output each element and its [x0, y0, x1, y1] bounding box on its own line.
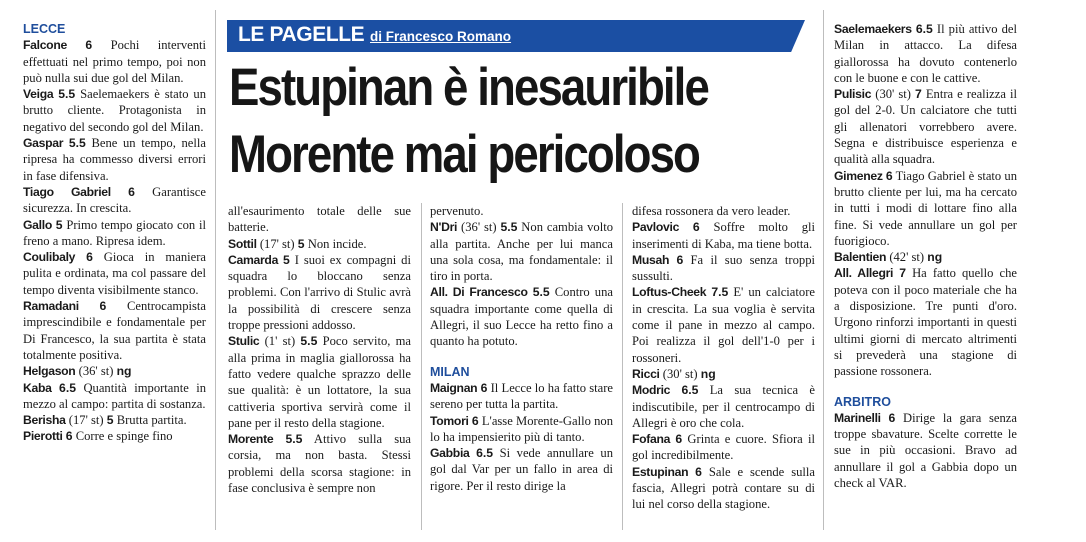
- substitution-time: (42' st): [889, 250, 925, 265]
- player-name: Estupinan: [632, 464, 689, 479]
- player-vote: ng: [700, 366, 716, 381]
- player-name: Sottil: [228, 236, 257, 251]
- player-name: Tiago Gabriel: [23, 184, 111, 199]
- player-vote: 7: [899, 266, 906, 281]
- substitution-time: (30' st): [662, 366, 698, 381]
- player-name: Falcone: [23, 38, 67, 53]
- player-vote: 5.5: [285, 432, 303, 447]
- rating-comment: L'asse Morente-Gallo non lo ha impensierito più di tanto.: [430, 413, 613, 444]
- player-name: Pulisic: [834, 87, 872, 102]
- substitution-time: (17' st): [68, 413, 104, 428]
- player-vote: 6: [99, 299, 107, 314]
- player-vote: 6: [86, 250, 93, 265]
- rating-comment: Brutta partita.: [116, 413, 187, 428]
- player-vote: 6: [65, 429, 73, 444]
- rating-comment: Attivo sulla sua corsia, ma non basta. Stessi problemi della scorsa stagione: in fase conclusiva è sempre non: [228, 432, 411, 496]
- player-rating: [23, 135, 206, 184]
- ratings-list: [228, 203, 411, 496]
- player-vote: 5.5: [500, 220, 518, 235]
- player-rating: [430, 203, 613, 219]
- headline-line-2: Morente mai pericoloso: [229, 125, 700, 184]
- rating-comment: La sua tecnica è indiscutibile, per il centrocampo di Allegri è oro che cola.: [632, 383, 815, 430]
- article-column-1: [23, 21, 206, 445]
- rating-comment: Dirige la gara senza troppe sbavature. Scelte corrette le sue in più occasioni. Bravo ad annullare il gol a Gabbia dopo un check al VAR.: [834, 410, 1017, 491]
- player-vote: 6: [471, 413, 479, 428]
- substitution-time: (1' st): [264, 334, 296, 349]
- substitution-time: (17' st): [259, 236, 295, 251]
- player-rating: [23, 86, 206, 135]
- player-rating: [23, 217, 206, 250]
- rating-comment: Quantità importante in mezzo al campo: partita di sostanza.: [23, 380, 207, 411]
- rating-comment: Soffre molto gli inserimenti di Kaba, ma tiene botta.: [632, 220, 815, 251]
- player-rating: [834, 86, 1017, 167]
- player-name: Stulic: [228, 334, 260, 349]
- player-rating: [834, 249, 1017, 265]
- rating-comment: Gioca in maniera pulita e ordinata, ma col passare del tempo diventa visibilmente stanco.: [23, 250, 206, 297]
- rating-comment: Primo tempo giocato con il freno a mano. Ripresa idem.: [23, 217, 206, 248]
- player-name: N'Dri: [430, 220, 458, 235]
- player-rating: [23, 37, 206, 86]
- player-rating: [430, 413, 613, 446]
- column-divider: [622, 203, 623, 530]
- substitution-time: (30' st): [875, 87, 911, 102]
- player-name: Camarda: [228, 252, 279, 267]
- player-vote: 5.5: [532, 285, 550, 300]
- headline-line-1: Estupinan è inesauribile: [229, 58, 708, 117]
- player-rating: [430, 219, 613, 284]
- player-rating: [632, 464, 815, 513]
- player-vote: 5.5: [68, 136, 86, 151]
- rating-comment: Centrocampista imprescindibile e fondamentale per Di Francesco, la sua partita è stata totalmente positiva.: [23, 299, 206, 362]
- player-vote: 6: [676, 252, 684, 267]
- player-rating: [23, 428, 206, 444]
- author-byline: di Francesco Romano: [370, 29, 512, 44]
- substitution-time: (36' st): [461, 220, 497, 235]
- player-rating: [23, 249, 206, 298]
- rating-comment: Fa il suo senza troppi sussulti.: [632, 252, 815, 284]
- player-rating: [23, 298, 206, 363]
- player-vote: ng: [927, 250, 943, 265]
- rating-comment: Corre e spinge fino: [75, 429, 173, 444]
- rating-comment: Si vede annullare un gol dal Var per un fallo in area di rigore. Per il resto dirige la: [430, 446, 613, 493]
- player-name: Ricci: [632, 366, 660, 381]
- rating-comment: Non incide.: [307, 236, 367, 251]
- player-vote: 5.5: [58, 87, 76, 102]
- rating-comment: Grinta e cuore. Sfiora il gol incredibilmente.: [632, 432, 815, 463]
- player-vote: 5: [55, 217, 63, 232]
- ratings-list: [632, 203, 815, 513]
- player-vote: 6: [480, 380, 488, 395]
- player-name: Gaspar: [23, 136, 64, 151]
- player-rating: [228, 252, 411, 333]
- player-vote: 6: [695, 464, 702, 479]
- player-vote: 5: [297, 236, 305, 251]
- player-rating: [834, 168, 1017, 249]
- rating-comment: Saelemaekers è stato un brutto cliente. Protagonista in negativo del secondo gol del Milan.: [23, 87, 206, 134]
- section-heading-lecce: LECCE: [23, 22, 66, 36]
- player-name: All. Di Francesco: [430, 285, 528, 300]
- rating-comment: Contro una squadra importante come quella di Allegri, il suo Lecce ha retto fino a quanto ha potuto.: [430, 285, 613, 349]
- player-vote: 6.5: [59, 380, 76, 395]
- player-vote: 6: [692, 220, 700, 235]
- player-rating: [632, 366, 815, 382]
- substitution-time: (36' st): [78, 364, 114, 379]
- rating-comment: difesa rossonera da vero leader.: [632, 204, 791, 218]
- rating-comment: E' un calciatore in crescita. La sua voglia è servita come il pane in mezzo al campo. Poi realizza il gol dell'1-0 per i rossoneri.: [632, 285, 815, 365]
- section-heading-milan: MILAN: [430, 364, 470, 379]
- player-vote: 6.5: [915, 22, 933, 36]
- player-name: Kaba: [23, 380, 52, 395]
- rating-comment: Bene un tempo, nella ripresa ha commesso diversi errori in fase difensiva.: [23, 136, 206, 183]
- player-vote: 6: [675, 432, 683, 447]
- rating-comment: Garantisce sicurezza. In crescita.: [23, 184, 206, 216]
- player-name: Loftus-Cheek: [632, 285, 707, 300]
- player-rating: [632, 203, 815, 219]
- ratings-list: [834, 21, 1017, 380]
- rating-comment: pervenuto.: [430, 204, 484, 218]
- article-column-2: [228, 203, 411, 496]
- rating-comment: Il più attivo del Milan in attacco. La difesa giallorossa ha dovuto contenerlo con le buone e con le cattive.: [834, 22, 1017, 85]
- player-rating: [430, 380, 613, 413]
- player-name: Coulibaly: [23, 250, 76, 265]
- player-vote: 6: [888, 410, 896, 425]
- player-name: All. Allegri: [834, 266, 894, 281]
- player-vote: 5: [283, 252, 290, 267]
- ratings-list: [430, 380, 613, 494]
- player-vote: 7.5: [711, 285, 729, 300]
- player-name: Balentien: [834, 250, 887, 265]
- player-name: Maignan: [430, 380, 478, 395]
- rating-comment: Non cambia volto alla partita. Anche per lui manca una sola cosa, ma fondamentale: il tiro in porta.: [430, 220, 613, 284]
- player-name: Tomori: [430, 413, 469, 428]
- article-column-3: [430, 203, 613, 494]
- column-divider: [823, 10, 824, 530]
- banner-title: LE PAGELLE: [238, 23, 365, 46]
- player-name: Berisha: [23, 413, 66, 428]
- column-divider: [421, 203, 422, 530]
- rating-comment: Poco servito, ma alla prima in maglia giallorossa ha fatto vedere qualche sprazzo delle sue qualità: è un lottatore, la sua cattiveria sportiva servirà come il pane per il resto della stagione.: [228, 334, 411, 430]
- player-name: Gimenez: [834, 168, 883, 183]
- player-vote: ng: [116, 364, 132, 379]
- player-vote: 5.5: [300, 334, 318, 349]
- player-name: Helgason: [23, 364, 76, 379]
- rating-comment: I suoi ex compagni di squadra lo bloccano senza problemi. Con l'arrivo di Stulic avrà la possibilità di crescere senza troppe pressioni addosso.: [228, 252, 411, 333]
- article-column-4: [632, 203, 815, 513]
- player-vote: 6: [885, 168, 893, 183]
- player-rating: [834, 21, 1017, 86]
- rating-comment: Ha fatto quello che poteva con il poco materiale che ha a disposizione. Tre punti d'oro. Urgono rinforzi importanti in questi ultimi giorni di mercato altrimenti si prevederà una stagione di passione rossonera.: [834, 266, 1017, 379]
- player-rating: [23, 380, 206, 413]
- player-rating: [632, 431, 815, 464]
- player-name: Musah: [632, 252, 670, 267]
- rating-comment: Tiago Gabriel è stato un brutto cliente per lui, ma ha cercato in tutti i modi di lottare fino alla fine. Si vede annullare un gol per fuorigioco.: [834, 168, 1017, 248]
- player-name: Morente: [228, 432, 274, 447]
- player-vote: 6.5: [681, 383, 699, 398]
- ratings-list: [834, 410, 1017, 491]
- player-rating: [834, 410, 1017, 491]
- player-rating: [228, 236, 411, 252]
- player-vote: 7: [915, 87, 922, 102]
- player-vote: 5: [106, 413, 114, 428]
- player-rating: [632, 252, 815, 285]
- player-rating: [23, 363, 206, 379]
- player-rating: [228, 431, 411, 496]
- rating-comment: Il Lecce lo ha fatto stare sereno per tutta la partita.: [430, 380, 613, 412]
- player-rating: [632, 284, 815, 365]
- player-vote: 6: [85, 38, 93, 53]
- player-name: Pierotti: [23, 429, 63, 444]
- player-rating: [23, 184, 206, 217]
- rating-comment: Pochi interventi effettuati nel primo tempo, poi non può nulla sui due gol del Milan.: [23, 38, 206, 85]
- player-name: Marinelli: [834, 410, 881, 425]
- player-vote: 6: [128, 184, 135, 199]
- player-rating: [23, 412, 206, 428]
- player-name: Gabbia: [430, 446, 470, 461]
- player-rating: [632, 382, 815, 431]
- player-name: Pavlovic: [632, 220, 680, 235]
- player-vote: 6.5: [476, 446, 494, 461]
- player-rating: [834, 265, 1017, 379]
- player-name: Gallo: [23, 217, 52, 232]
- player-name: Veiga: [23, 87, 54, 102]
- player-rating: [430, 445, 613, 494]
- player-rating: [632, 219, 815, 252]
- player-rating: [228, 203, 411, 236]
- rating-comment: all'esaurimento totale delle sue batterie.: [228, 204, 411, 235]
- player-name: Fofana: [632, 432, 671, 447]
- player-rating: [430, 284, 613, 349]
- player-name: Ramadani: [23, 299, 79, 314]
- article-column-5: [834, 21, 1017, 491]
- rating-comment: Entra e realizza il gol del 2-0. Un calciatore che tutti gli allenatori vorrebbero avere. Segna e distribuisce esperienza e qualità alla squadra.: [834, 87, 1017, 167]
- rating-comment: Sale e scende sulla fascia, Allegri potrà contare su di lui nel corso della stagione.: [632, 464, 815, 512]
- ratings-list: [430, 203, 613, 350]
- column-divider: [215, 10, 216, 530]
- player-name: Saelemaekers: [834, 22, 912, 36]
- ratings-list: [23, 37, 206, 444]
- player-name: Modric: [632, 383, 671, 398]
- section-heading-arbitro: ARBITRO: [834, 394, 891, 409]
- player-rating: [228, 333, 411, 431]
